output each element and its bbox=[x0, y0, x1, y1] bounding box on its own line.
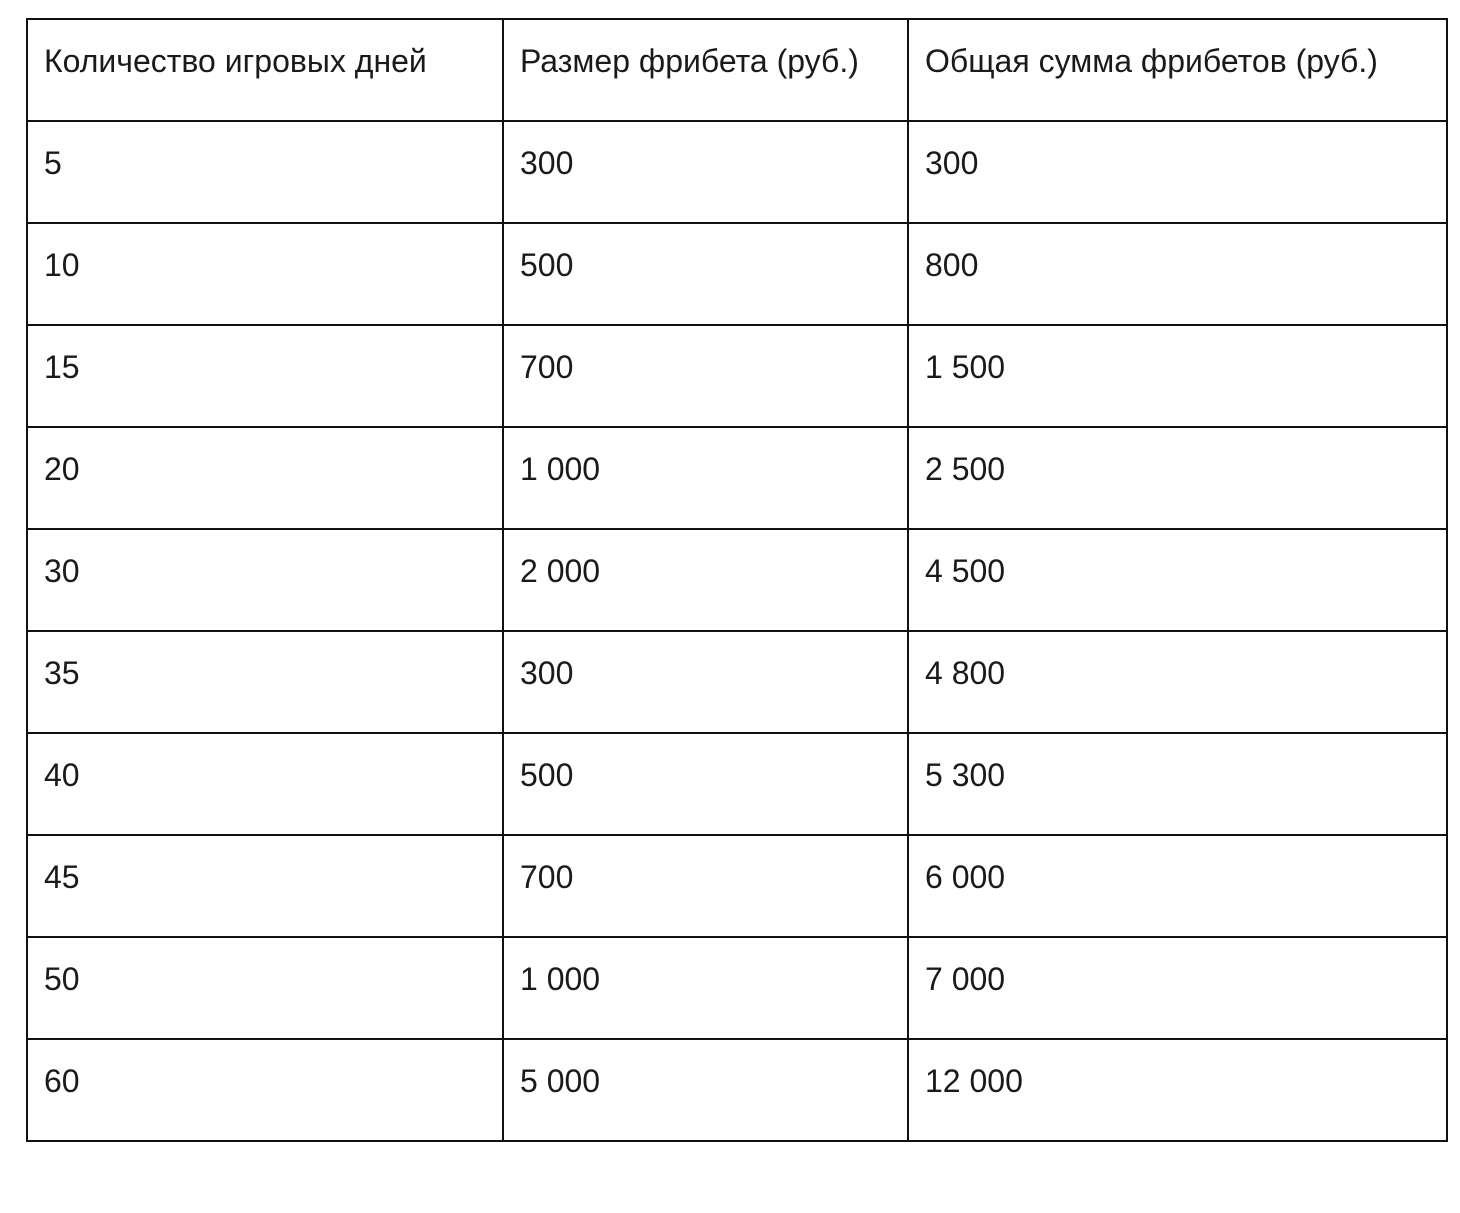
table-header-row bbox=[27, 19, 1447, 121]
cell-game-days: 15 bbox=[27, 325, 503, 427]
cell-freebet-total: 12 000 bbox=[908, 1039, 1447, 1141]
table-row bbox=[27, 937, 1447, 1039]
table-row bbox=[27, 1039, 1447, 1141]
cell-game-days: 10 bbox=[27, 223, 503, 325]
header-cell-game-days: Количество игровых дней bbox=[27, 19, 503, 121]
cell-game-days: 5 bbox=[27, 121, 503, 223]
cell-freebet-total: 800 bbox=[908, 223, 1447, 325]
table-row bbox=[27, 121, 1447, 223]
table-row bbox=[27, 223, 1447, 325]
cell-freebet-total: 4 500 bbox=[908, 529, 1447, 631]
cell-game-days: 40 bbox=[27, 733, 503, 835]
header-cell-freebet-total: Общая сумма фрибетов (руб.) bbox=[908, 19, 1447, 121]
cell-freebet-size: 500 bbox=[503, 733, 908, 835]
cell-game-days: 50 bbox=[27, 937, 503, 1039]
cell-freebet-size: 2 000 bbox=[503, 529, 908, 631]
table-row bbox=[27, 835, 1447, 937]
cell-game-days: 30 bbox=[27, 529, 503, 631]
table-row bbox=[27, 631, 1447, 733]
freebet-table bbox=[26, 18, 1448, 1142]
cell-freebet-total: 7 000 bbox=[908, 937, 1447, 1039]
cell-freebet-size: 500 bbox=[503, 223, 908, 325]
table-row bbox=[27, 325, 1447, 427]
cell-freebet-total: 2 500 bbox=[908, 427, 1447, 529]
cell-freebet-size: 700 bbox=[503, 325, 908, 427]
cell-freebet-total: 300 bbox=[908, 121, 1447, 223]
cell-freebet-size: 700 bbox=[503, 835, 908, 937]
cell-freebet-size: 300 bbox=[503, 121, 908, 223]
table-row bbox=[27, 733, 1447, 835]
cell-game-days: 20 bbox=[27, 427, 503, 529]
cell-freebet-size: 1 000 bbox=[503, 427, 908, 529]
cell-game-days: 35 bbox=[27, 631, 503, 733]
cell-game-days: 60 bbox=[27, 1039, 503, 1141]
table-row bbox=[27, 529, 1447, 631]
freebet-table-container bbox=[26, 18, 1448, 1142]
header-cell-freebet-size: Размер фрибета (руб.) bbox=[503, 19, 908, 121]
cell-game-days: 45 bbox=[27, 835, 503, 937]
cell-freebet-total: 4 800 bbox=[908, 631, 1447, 733]
cell-freebet-size: 1 000 bbox=[503, 937, 908, 1039]
cell-freebet-size: 5 000 bbox=[503, 1039, 908, 1141]
cell-freebet-total: 5 300 bbox=[908, 733, 1447, 835]
table-row bbox=[27, 427, 1447, 529]
cell-freebet-size: 300 bbox=[503, 631, 908, 733]
cell-freebet-total: 6 000 bbox=[908, 835, 1447, 937]
cell-freebet-total: 1 500 bbox=[908, 325, 1447, 427]
